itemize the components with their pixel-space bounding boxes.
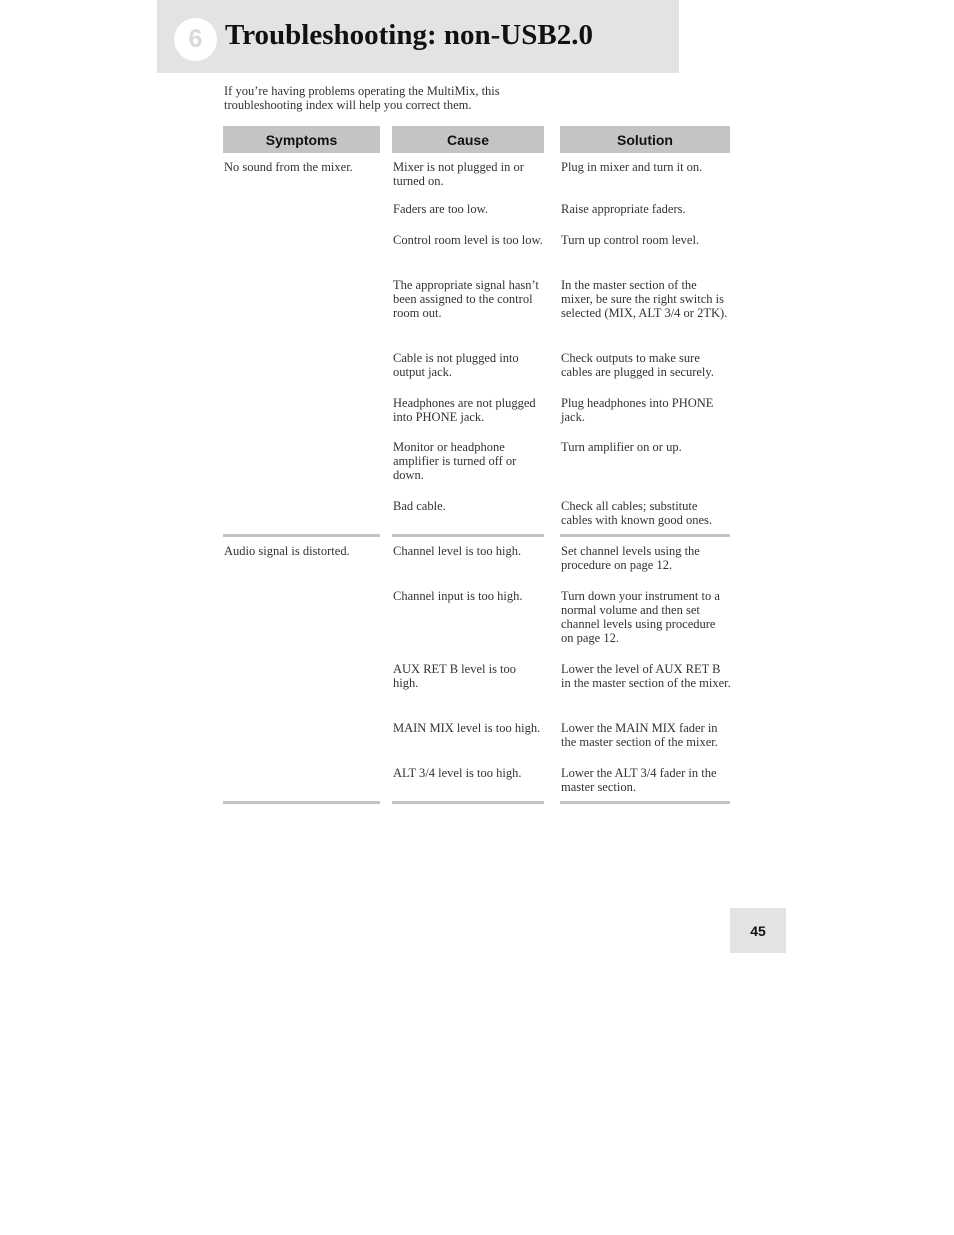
solution-cell: Lower the ALT 3/4 fader in the master section. xyxy=(561,766,717,794)
solution-cell: Plug headphones into PHONE jack. xyxy=(561,396,714,424)
page-title: Troubleshooting: non-USB2.0 xyxy=(225,19,593,51)
solution-cell: Turn down your instrument to a normal volume and then set channel levels using procedure on page 12. xyxy=(561,589,720,645)
solution-cell: Check outputs to make sure cables are plugged in securely. xyxy=(561,351,714,379)
solution-cell: Lower the MAIN MIX fader in the master section of the mixer. xyxy=(561,721,718,749)
chapter-number-badge: 6 xyxy=(174,18,217,61)
cause-cell: ALT 3/4 level is too high. xyxy=(393,766,522,780)
cause-cell: Channel input is too high. xyxy=(393,589,523,603)
group-divider xyxy=(392,534,544,537)
cause-cell: The appropriate signal hasn’t been assigned to the control room out. xyxy=(393,278,539,320)
cause-cell: Headphones are not plugged into PHONE jack. xyxy=(393,396,536,424)
cause-cell: AUX RET B level is too high. xyxy=(393,662,517,690)
solution-cell: Turn amplifier on or up. xyxy=(561,440,682,454)
cause-cell: Faders are too low. xyxy=(393,202,488,216)
solution-cell: Set channel levels using the procedure on page 12. xyxy=(561,544,700,572)
cause-cell: Control room level is too low. xyxy=(393,233,543,247)
cause-cell: Channel level is too high. xyxy=(393,544,522,558)
cause-column-header: Cause xyxy=(392,126,544,153)
symptom-cell: No sound from the mixer. xyxy=(224,160,353,174)
cause-cell: Bad cable. xyxy=(393,499,446,513)
solution-column-header: Solution xyxy=(560,126,730,153)
cause-cell: MAIN MIX level is too high. xyxy=(393,721,541,735)
symptoms-column-header: Symptoms xyxy=(223,126,380,153)
cause-cell: Cable is not plugged into output jack. xyxy=(393,351,519,379)
group-divider xyxy=(560,534,730,537)
solution-cell: Raise appropriate faders. xyxy=(561,202,686,216)
cause-cell: Mixer is not plugged in or turned on. xyxy=(393,160,524,188)
solution-cell: Check all cables; substitute cables with known good ones. xyxy=(561,499,713,527)
solution-cell: In the master section of the mixer, be sure the right switch is selected (MIX, ALT 3/4 or 2TK). xyxy=(561,278,728,320)
cause-cell: Monitor or headphone amplifier is turned off or down. xyxy=(393,440,517,482)
group-divider xyxy=(223,534,380,537)
table-bottom-rule xyxy=(223,801,380,804)
table-bottom-rule xyxy=(392,801,544,804)
solution-cell: Plug in mixer and turn it on. xyxy=(561,160,703,174)
symptom-cell: Audio signal is distorted. xyxy=(224,544,350,558)
solution-cell: Lower the level of AUX RET B in the master section of the mixer. xyxy=(561,662,731,690)
intro-text: If you’re having problems operating the MultiMix, this troubleshooting index will help you correct them. xyxy=(224,84,500,112)
solution-cell: Turn up control room level. xyxy=(561,233,700,247)
table-bottom-rule xyxy=(560,801,730,804)
page-number: 45 xyxy=(730,908,786,953)
